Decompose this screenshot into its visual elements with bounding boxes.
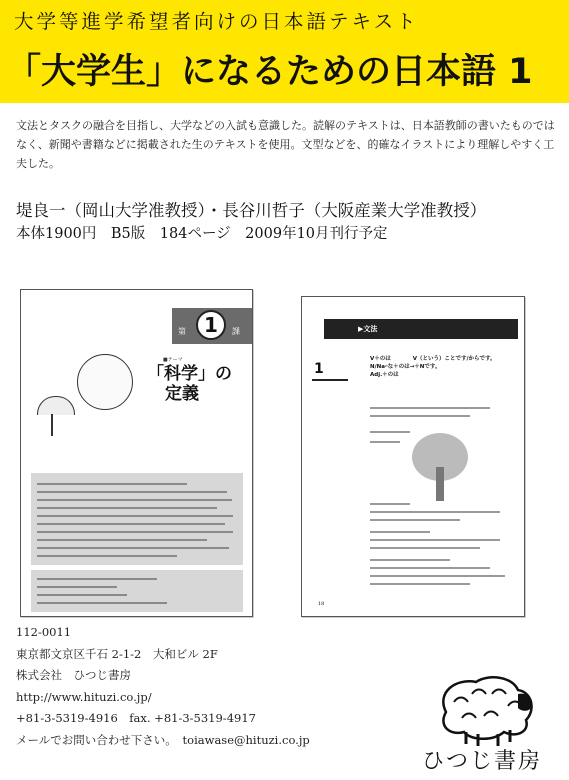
grammar-patterns xyxy=(370,355,496,379)
warmup-panel xyxy=(31,570,243,612)
theme-title-line1: 「科学」の xyxy=(147,364,232,384)
sample-page-grammar xyxy=(301,296,525,617)
theme-title-line2: 定義 xyxy=(165,384,199,404)
postal-code: 112-0011 xyxy=(16,625,72,639)
book-title: 「大学生」になるための日本語 1 xyxy=(6,52,533,92)
vocabulary-panel xyxy=(31,473,243,565)
grammar-number: 1 xyxy=(314,361,324,377)
website-link[interactable]: http://www.hituzi.co.jp/ xyxy=(16,689,152,704)
publisher-logo-text: ひつじ書房 xyxy=(422,749,543,774)
theme-title xyxy=(147,364,232,404)
theme-tag: ■テーマ xyxy=(163,357,183,363)
authors: 堤良一（岡山大学准教授）・長谷川哲子（大阪産業大学准教授） xyxy=(16,201,487,220)
book-description: 文法とタスクの融合を目指し、大学などの入試も意識した。読解のテキストは、日本語教師の書いたものではなく、新聞や書籍などに掲載された生のテキストを使用。文型などを、的確なイラストにより理解しやすく工夫した。 xyxy=(16,119,555,170)
grammar-header-bar xyxy=(324,319,518,339)
lesson-prefix: 第 xyxy=(178,327,186,336)
banner-subtitle: 大学等進学希望者向けの日本語テキスト xyxy=(14,10,419,33)
grammar-line-1: V＋のは V（という）ことです/からです。 xyxy=(370,356,496,362)
grammar-line-3: Adj.＋のは xyxy=(370,372,399,378)
grammar-section-label: ▶文法 xyxy=(358,325,378,333)
phone-fax: +81-3-5319-4916 fax. +81-3-5319-4917 xyxy=(16,711,256,725)
lesson-number: 1 xyxy=(196,310,226,340)
grammar-line-2: N/Naｰな＋のは→＋Nです。 xyxy=(370,364,441,370)
sheep-logo-icon xyxy=(426,672,542,746)
email-line: メールでお問い合わせ下さい。 toiawase@hituzi.co.jp xyxy=(16,732,310,747)
company-name: 株式会社 ひつじ書房 xyxy=(16,668,131,682)
sample-page-lesson-1 xyxy=(20,289,253,617)
lesson-suffix: 課 xyxy=(232,327,240,336)
umbrella-illustration xyxy=(37,396,75,415)
person-illustration xyxy=(51,414,53,436)
contact-info xyxy=(16,622,310,751)
page-number: 18 xyxy=(318,601,325,607)
address: 東京都文京区千石 2-1-2 大和ビル 2F xyxy=(16,646,218,661)
lesson-badge xyxy=(172,308,252,344)
publication-info: 本体1900円 B5版 184ページ 2009年10月刊行予定 xyxy=(16,226,388,242)
header-banner xyxy=(0,0,569,103)
globe-illustration xyxy=(77,354,133,410)
